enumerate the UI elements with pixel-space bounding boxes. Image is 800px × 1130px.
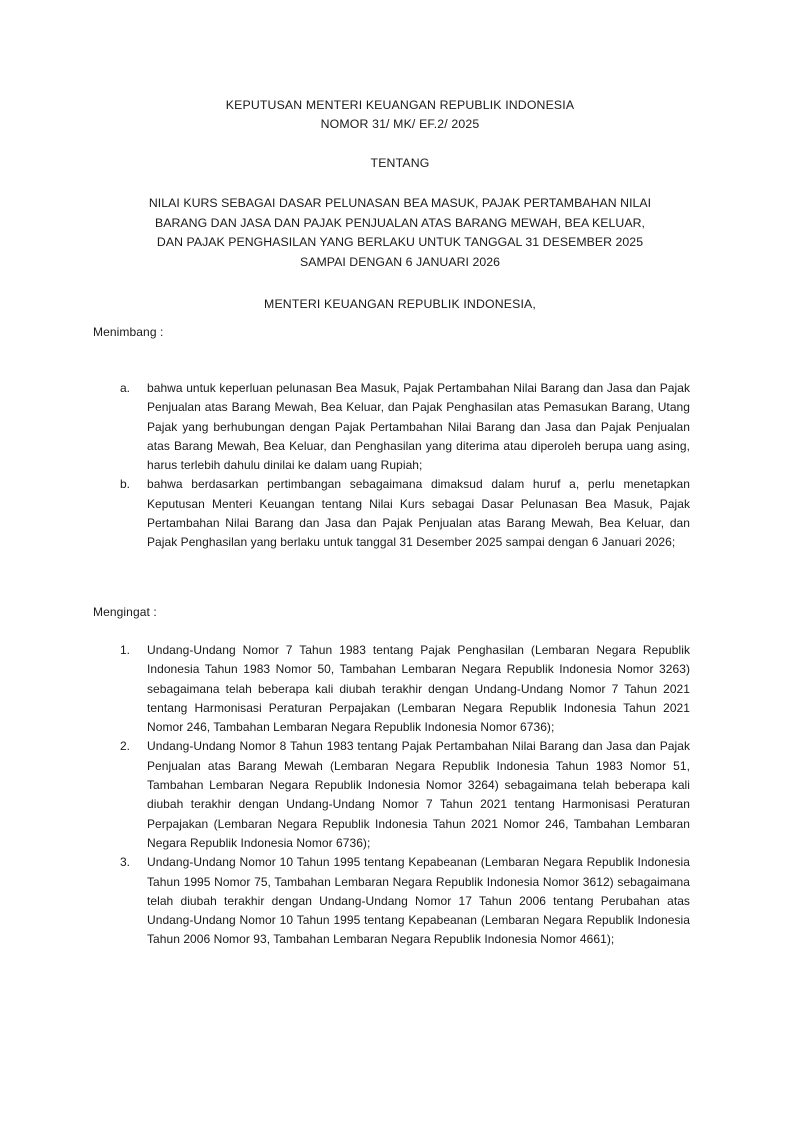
decree-number: NOMOR 31/ MK/ EF.2/ 2025 [320,117,480,131]
spacer-authority [95,272,705,295]
spacer-tentang [95,134,705,154]
mengingat-label: Mengingat : [93,605,157,619]
list-item [120,853,690,949]
list-item [120,475,690,552]
list-item-text: bahwa untuk keperluan pelunasan Bea Masuk, Pajak Pertambahan Nilai Barang dan Jasa dan Pajak Penjualan atas Barang Mewah, Bea Keluar, dan Pajak Penghasilan atas Pemasukan Barang, Utang Pajak yang berhubungan dengan Pajak Pertambahan Nilai Barang dan Jasa dan Pajak Penjualan atas Barang Mewah, Bea Keluar, dan Penghasilan yang diterima atau diperoleh berupa uang asing, harus terlebih dahulu dinilai ke dalam uang Rupiah; [147,381,690,473]
list-item-text: Undang-Undang Nomor 8 Tahun 1983 tentang Pajak Pertambahan Nilai Barang dan Jasa dan Pajak Penjualan atas Barang Mewah (Lembaran Negara Republik Indonesia Tahun 1983 Nomor 51, Tambahan Lembaran Negara Republik Indonesia Nomor 3264) sebagaimana telah beberapa kali diubah terakhir dengan Undang-Undang Nomor 7 Tahun 2021 tentang Harmonisasi Peraturan Perpajakan (Lembaran Negara Republik Indonesia Tahun 2021 Nomor 246, Tambahan Lembaran Negara Republik Indonesia Nomor 6736); [147,739,690,850]
list-item-text: Undang-Undang Nomor 7 Tahun 1983 tentang Pajak Penghasilan (Lembaran Negara Republik Indonesia Tahun 1983 Nomor 50, Tambahan Lembaran Negara Republik Indonesia Nomor 3263) sebagaimana telah beberapa kali diubah terakhir dengan Undang-Undang Nomor 7 Tahun 2021 tentang Harmonisasi Peraturan Perpajakan (Lembaran Negara Republik Indonesia Tahun 2021 Nomor 246, Tambahan Lembaran Negara Republik Indonesia Nomor 6736); [147,643,690,735]
list-item-marker: 1. [120,643,131,657]
subject-line-2: BARANG DAN JASA DAN PAJAK PENJUALAN ATAS BARANG MEWAH, BEA KELUAR, [154,215,646,230]
subject-line-4: SAMPAI DENGAN 6 JANUARI 2026 [299,254,501,269]
tentang-label: TENTANG [370,156,430,170]
authority-line: MENTERI KEUANGAN REPUBLIK INDONESIA, [264,297,536,311]
list-item-marker: a. [120,381,131,395]
document-header [95,96,705,314]
list-item [120,641,690,737]
list-item-marker: b. [120,477,131,492]
spacer-subject [95,173,705,194]
list-item [120,737,690,853]
ministry-title: KEPUTUSAN MENTERI KEUANGAN REPUBLIK INDONESIA [225,98,575,112]
menimbang-list [120,379,690,553]
list-item [120,379,690,475]
list-item-marker: 2. [120,739,131,754]
subject-line-1: NILAI KURS SEBAGAI DASAR PELUNASAN BEA MASUK, PAJAK PERTAMBAHAN NILAI [148,196,652,210]
menimbang-label: Menimbang : [93,325,164,339]
list-item-text: bahwa berdasarkan pertimbangan sebagaimana dimaksud dalam huruf a, perlu menetapkan Keputusan Menteri Keuangan tentang Nilai Kurs sebagai Dasar Pelunasan Bea Masuk, Pajak Pertambahan Nilai Barang dan Jasa dan Pajak Penjualan atas Barang Mewah, Bea Keluar, dan Pajak Penghasilan yang berlaku untuk tanggal 31 Desember 2025 sampai dengan 6 Januari 2026; [147,477,690,550]
list-item-text: Undang-Undang Nomor 10 Tahun 1995 tentang Kepabeanan (Lembaran Negara Republik Indonesia Tahun 1995 Nomor 75, Tambahan Lembaran Negara Republik Indonesia Nomor 3612) sebagaimana telah diubah terakhir dengan Undang-Undang Nomor 17 Tahun 2006 tentang Perubahan atas Undang-Undang Nomor 10 Tahun 1995 tentang Kepabeanan (Lembaran Negara Republik Indonesia Tahun 2006 Nomor 93, Tambahan Lembaran Negara Republik Indonesia Nomor 4661); [147,855,690,947]
list-item-marker: 3. [120,855,131,870]
mengingat-list [120,641,690,950]
subject-line-3: DAN PAJAK PENGHASILAN YANG BERLAKU UNTUK TANGGAL 31 DESEMBER 2025 [156,235,644,249]
